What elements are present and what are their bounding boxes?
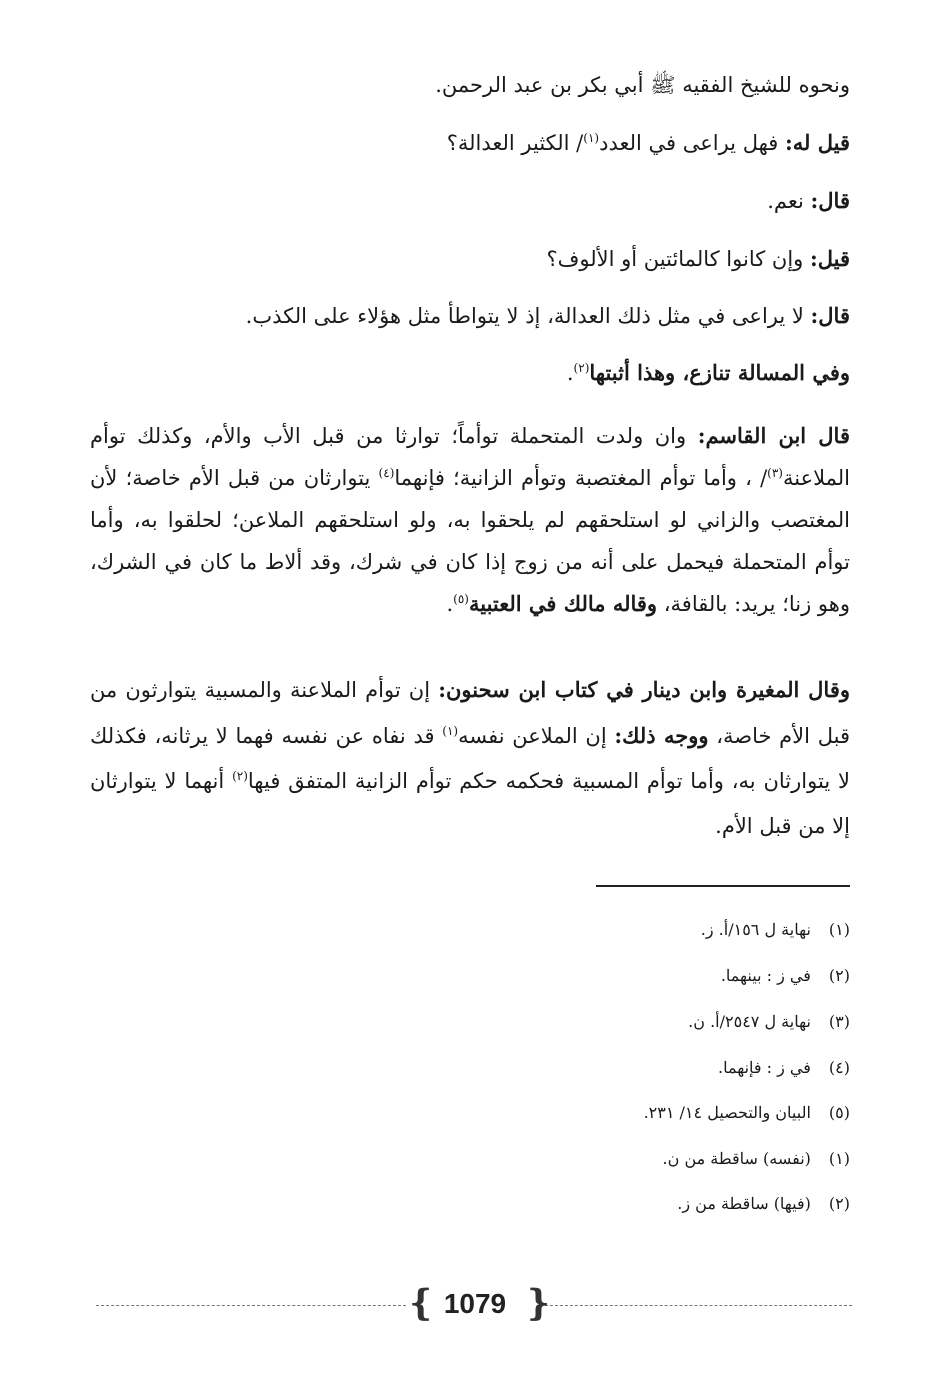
- paragraph: [90, 301, 850, 331]
- footer-divider: [96, 1305, 406, 1306]
- page-number: 1079: [443, 1288, 507, 1319]
- ornament-bracket-icon: ❵: [523, 1283, 554, 1324]
- footnote-marker: (٣): [767, 466, 783, 480]
- ornament-bracket-icon: ❴: [406, 1283, 437, 1324]
- footnote-text: في ز : فإنهما.: [717, 1058, 811, 1077]
- paragraph-text: فهل يراعى في العدد: [599, 131, 785, 155]
- paragraph-lead: قال ابن القاسم:: [697, 423, 850, 448]
- footnote-text: نهاية ل ٢٥٤٧/أ. ن.: [688, 1012, 811, 1031]
- footnote: [688, 1012, 850, 1032]
- footnote: [718, 1058, 850, 1078]
- paragraph: [90, 70, 850, 100]
- paragraph-text: إن توأم الملاعنة والمسبية يتوارثون من قبل الأم خاصة،: [90, 678, 850, 748]
- paragraph-lead: قال:: [810, 188, 850, 213]
- paragraph: [90, 128, 850, 158]
- footnote: [701, 920, 850, 940]
- paragraph: [90, 358, 850, 388]
- footer-divider: [540, 1305, 852, 1306]
- paragraph-text: لا يراعى في مثل ذلك العدالة، إذ لا يتواطأ مثل هؤلاء على الكذب.: [245, 304, 811, 328]
- paragraph-tail: قد نفاه عن نفسه فهما لا يرثانه، فكذلك لا يتوارثان به، وأما توأم المسبية فحكمه حكم توأم الزانية المتفق فيها: [90, 724, 850, 793]
- footnote-number: (١): [828, 1149, 850, 1168]
- paragraph-tail: يتوارثان من قبل الأم خاصة؛ لأن المغتصب والزاني لو استلحقهم لم يلحقوا به، ولو استلحقهم الملاعن؛ لحلقوا به، وأما توأم المتحملة فيحمل على أنه من زوج إذا كان في شرك، وقد ألاط ما كان في الشرك، وهو زنا؛ يريد: بالقافة،: [90, 466, 850, 616]
- paragraph: [90, 186, 850, 216]
- paragraph-text: وان ولدت المتحملة توأماً؛ توارثا من قبل الأب والأم، وكذلك توأم الملاعنة: [90, 424, 850, 490]
- footnote-number: (٢): [828, 1194, 850, 1213]
- paragraph-text: وإن كانوا كالمائتين أو الألوف؟: [546, 247, 810, 271]
- paragraph-tail: / الكثير العدالة؟: [446, 131, 584, 155]
- footnote: [677, 1194, 850, 1214]
- footnote: [644, 1103, 850, 1123]
- paragraph-tail: / ، وأما توأم المغتصبة وتوأم الزانية؛ فإنهما: [394, 466, 768, 490]
- paragraph-text: نعم.: [767, 189, 811, 213]
- paragraph-text: إن الملاعن نفسه: [458, 724, 615, 748]
- footnote-number: (٤): [828, 1058, 850, 1077]
- paragraph-lead: وقاله مالك في العتبية: [468, 591, 658, 616]
- footnote-marker: (١): [583, 131, 600, 145]
- paragraph: [90, 667, 850, 849]
- paragraph: [90, 244, 850, 274]
- paragraph-lead: ووجه ذلك:: [614, 723, 709, 748]
- paragraph-lead: وقال المغيرة وابن دينار في كتاب ابن سحنون:: [438, 677, 851, 702]
- paragraph-lead: قيل له:: [785, 130, 850, 155]
- footnote-separator: [596, 885, 850, 887]
- footnote-marker: (٤): [378, 466, 395, 480]
- footnote-marker: (٢): [573, 361, 590, 375]
- paragraph-lead: وفي المسالة تنازع، وهذا أثبتها: [589, 360, 850, 385]
- footnote-text: في ز : بينهما.: [720, 966, 811, 985]
- footnote-marker: (١): [442, 724, 459, 738]
- footnote-marker: (٥): [453, 592, 469, 606]
- footnote-number: (٥): [828, 1103, 850, 1122]
- footnote-number: (١): [828, 920, 850, 939]
- footnote-text: (نفسه) ساقطة من ن.: [662, 1149, 811, 1168]
- paragraph-lead: قال:: [810, 303, 850, 328]
- footnote-text: نهاية ل ١٥٦/أ. ز.: [700, 920, 811, 939]
- paragraph: [90, 415, 850, 625]
- footnote: [721, 966, 850, 986]
- paragraph-text: ونحوه للشيخ الفقيه ﷺ أبي بكر بن عبد الرحمن.: [435, 73, 850, 97]
- footnote-marker: (٢): [232, 769, 248, 783]
- paragraph-tail: أنهما لا يتوارثان إلا من قبل الأم.: [90, 769, 850, 838]
- footnote: [663, 1149, 850, 1169]
- paragraph-tail: .: [566, 361, 574, 385]
- footnote-number: (٣): [828, 1012, 850, 1031]
- footnote-text: (فيها) ساقطة من ز.: [677, 1194, 811, 1213]
- footnote-number: (٢): [828, 966, 850, 985]
- footnote-text: البيان والتحصيل ١٤/ ٢٣١.: [643, 1103, 811, 1122]
- paragraph-tail: .: [446, 592, 454, 616]
- paragraph-lead: قيل:: [809, 246, 850, 271]
